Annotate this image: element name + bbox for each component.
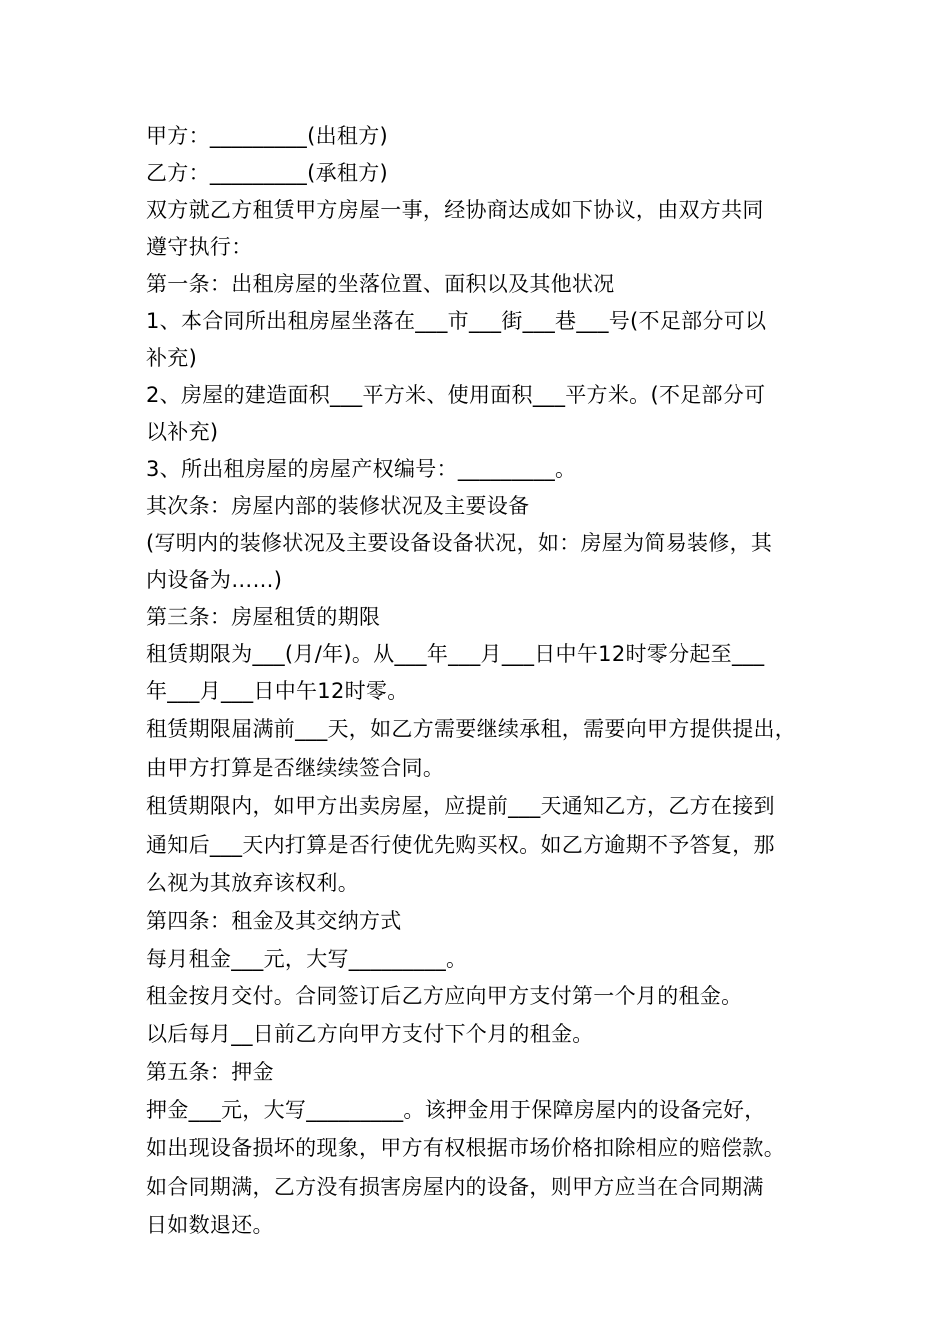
paragraph-line: (写明内的装修状况及主要设备设备状况，如：房屋为简易装修，其 [146,531,773,555]
paragraph-line: 押金___元，大写_________。该押金用于保障房屋内的设备完好， [146,1097,766,1122]
party-a-line: 甲方：_________(出租方) [146,124,388,148]
paragraph-line: 以补充) [146,420,219,444]
paragraph-line: 么视为其放弃该权利。 [146,871,359,895]
paragraph-line: 通知后___天内打算是否行使优先购买权。如乙方逾期不予答复，那 [146,832,775,857]
article-4-heading: 第四条：租金及其交纳方式 [146,908,402,933]
paragraph-line: 年___月___日中午12时零。 [146,679,409,703]
paragraph-line: 租赁期限为___(月/年)。从___年___月___日中午12时零分起至___ [146,642,765,666]
article-2-heading: 其次条：房屋内部的装修状况及主要设备 [146,494,530,518]
paragraph-line: 2、房屋的建造面积___平方米、使用面积___平方米。(不足部分可 [146,383,766,407]
article-3-heading: 第三条：房屋租赁的期限 [146,605,381,629]
paragraph-line: 由甲方打算是否继续续签合同。 [146,755,445,780]
paragraph-line: 补充) [146,346,198,370]
paragraph-line: 1、本合同所出租房屋坐落在___市___街___巷___号(不足部分可以 [146,309,767,333]
document-body [146,118,816,1245]
paragraph-line: 如出现设备损坏的现象，甲方有权根据市场价格扣除相应的赔偿款。 [146,1136,785,1160]
paragraph-line: 内设备为……) [146,568,283,592]
article-5-heading: 第五条：押金 [146,1059,274,1084]
paragraph-line: 每月租金___元，大写_________。 [146,946,468,971]
paragraph-line: 租金按月交付。合同签订后乙方应向甲方支付第一个月的租金。 [146,984,743,1008]
paragraph-line: 3、所出租房屋的房屋产权编号：_________。 [146,457,577,481]
article-1-heading: 第一条：出租房屋的坐落位置、面积以及其他状况 [146,272,615,296]
paragraph-line: 以后每月__日前乙方向甲方支付下个月的租金。 [146,1022,594,1046]
paragraph-line: 日如数退还。 [146,1213,274,1237]
paragraph-line: 租赁期限内，如甲方出卖房屋，应提前___天通知乙方，乙方在接到 [146,794,775,818]
preamble-line: 双方就乙方租赁甲方房屋一事，经协商达成如下协议，由双方共同 [146,198,764,222]
preamble-line: 遵守执行： [146,235,253,259]
paragraph-line: 如合同期满，乙方没有损害房屋内的设备，则甲方应当在合同期满 [146,1174,764,1199]
paragraph-line: 租赁期限届满前___天，如乙方需要继续承租，需要向甲方提供提出， [146,717,797,741]
party-b-line: 乙方：_________(承租方) [146,161,388,185]
